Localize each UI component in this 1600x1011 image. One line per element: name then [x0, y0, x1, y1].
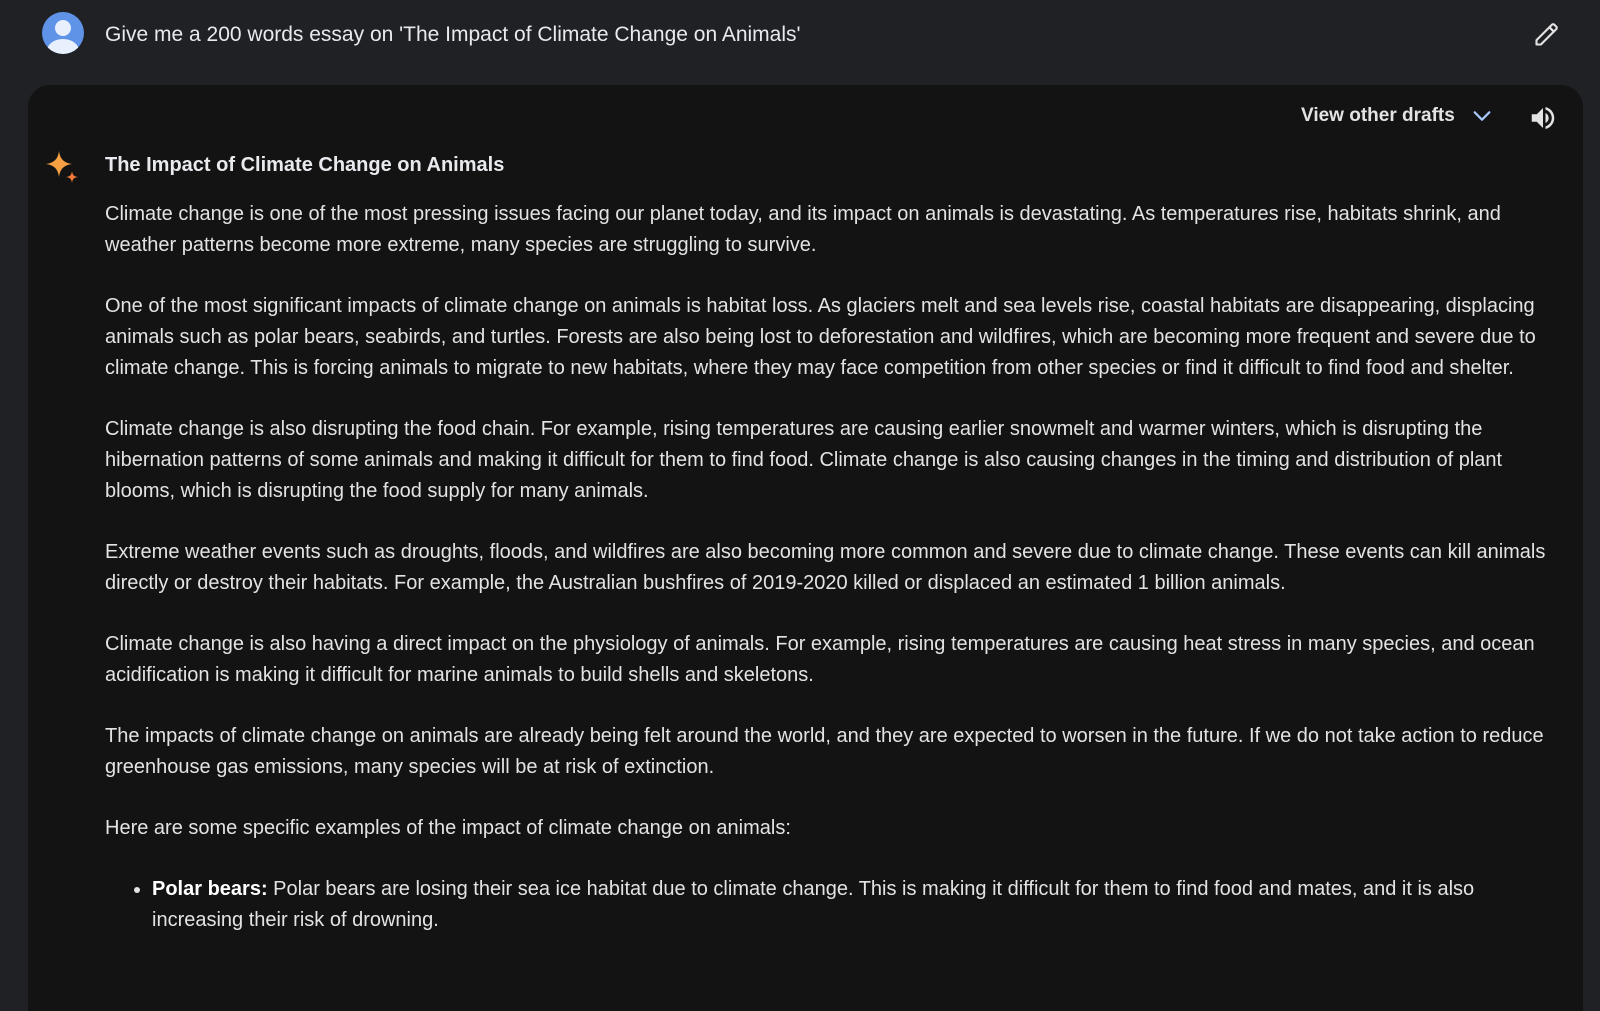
- response-card: [28, 85, 1583, 1011]
- paragraph: One of the most significant impacts of climate change on animals is habitat loss. As glaciers melt and sea levels rise, coastal habitats are disappearing, displacing animals such as polar bears, seabirds, and turtles. Forests are also being lost to deforestation and wildfires, which are becoming more frequent and severe due to climate change. This is forcing animals to migrate to new habitats, where they may face competition from other species or find it difficult to find food and shelter.: [105, 295, 1536, 379]
- paragraph: Here are some specific examples of the impact of climate change on animals:: [105, 817, 791, 839]
- paragraph: Climate change is also disrupting the food chain. For example, rising temperatures are causing earlier snowmelt and warmer winters, which is disrupting the hibernation patterns of some animals and making it difficult for them to find food. Climate change is also causing changes in the timing and distribution of plant blooms, which is disrupting the food supply for many animals.: [105, 418, 1503, 502]
- chevron-down-icon: [1471, 105, 1493, 127]
- view-other-drafts-label: View other drafts: [1301, 105, 1455, 126]
- user-prompt-row: [0, 0, 1600, 84]
- pencil-icon[interactable]: [1533, 20, 1561, 48]
- paragraph: Extreme weather events such as droughts, floods, and wildfires are also becoming more common and severe due to climate change. These events can kill animals directly or destroy their habitats. For example, the Australian bushfires of 2019-2020 killed or displaced an estimated 1 billion animals.: [105, 541, 1546, 594]
- paragraph: Climate change is one of the most pressing issues facing our planet today, and its impact on animals is devastating. As temperatures rise, habitats shrink, and weather patterns become more extreme, many species are struggling to survive.: [105, 203, 1501, 256]
- examples-list: [105, 874, 1560, 936]
- list-item-text: Polar bears are losing their sea ice habitat due to climate change. This is making it difficult for them to find food and mates, and it is also increasing their risk of drowning.: [152, 878, 1475, 931]
- view-other-drafts-button[interactable]: [1301, 103, 1493, 129]
- user-avatar-icon[interactable]: [42, 12, 84, 54]
- essay-title: The Impact of Climate Change on Animals: [105, 154, 505, 176]
- paragraph: Climate change is also having a direct impact on the physiology of animals. For example, rising temperatures are causing heat stress in many species, and ocean acidification is making it difficult for marine animals to build shells and skeletons.: [105, 633, 1535, 686]
- list-item: [152, 874, 1560, 936]
- user-prompt-text: Give me a 200 words essay on 'The Impact of Climate Change on Animals': [105, 23, 801, 46]
- speaker-icon[interactable]: [1528, 103, 1558, 133]
- list-item-label: Polar bears:: [152, 878, 268, 900]
- paragraph: The impacts of climate change on animals are already being felt around the world, and they are expected to worsen in the future. If we do not take action to reduce greenhouse gas emissions, many species will be at risk of extinction.: [105, 725, 1544, 778]
- response-content: [105, 151, 1560, 936]
- sparkle-icon: [44, 149, 82, 187]
